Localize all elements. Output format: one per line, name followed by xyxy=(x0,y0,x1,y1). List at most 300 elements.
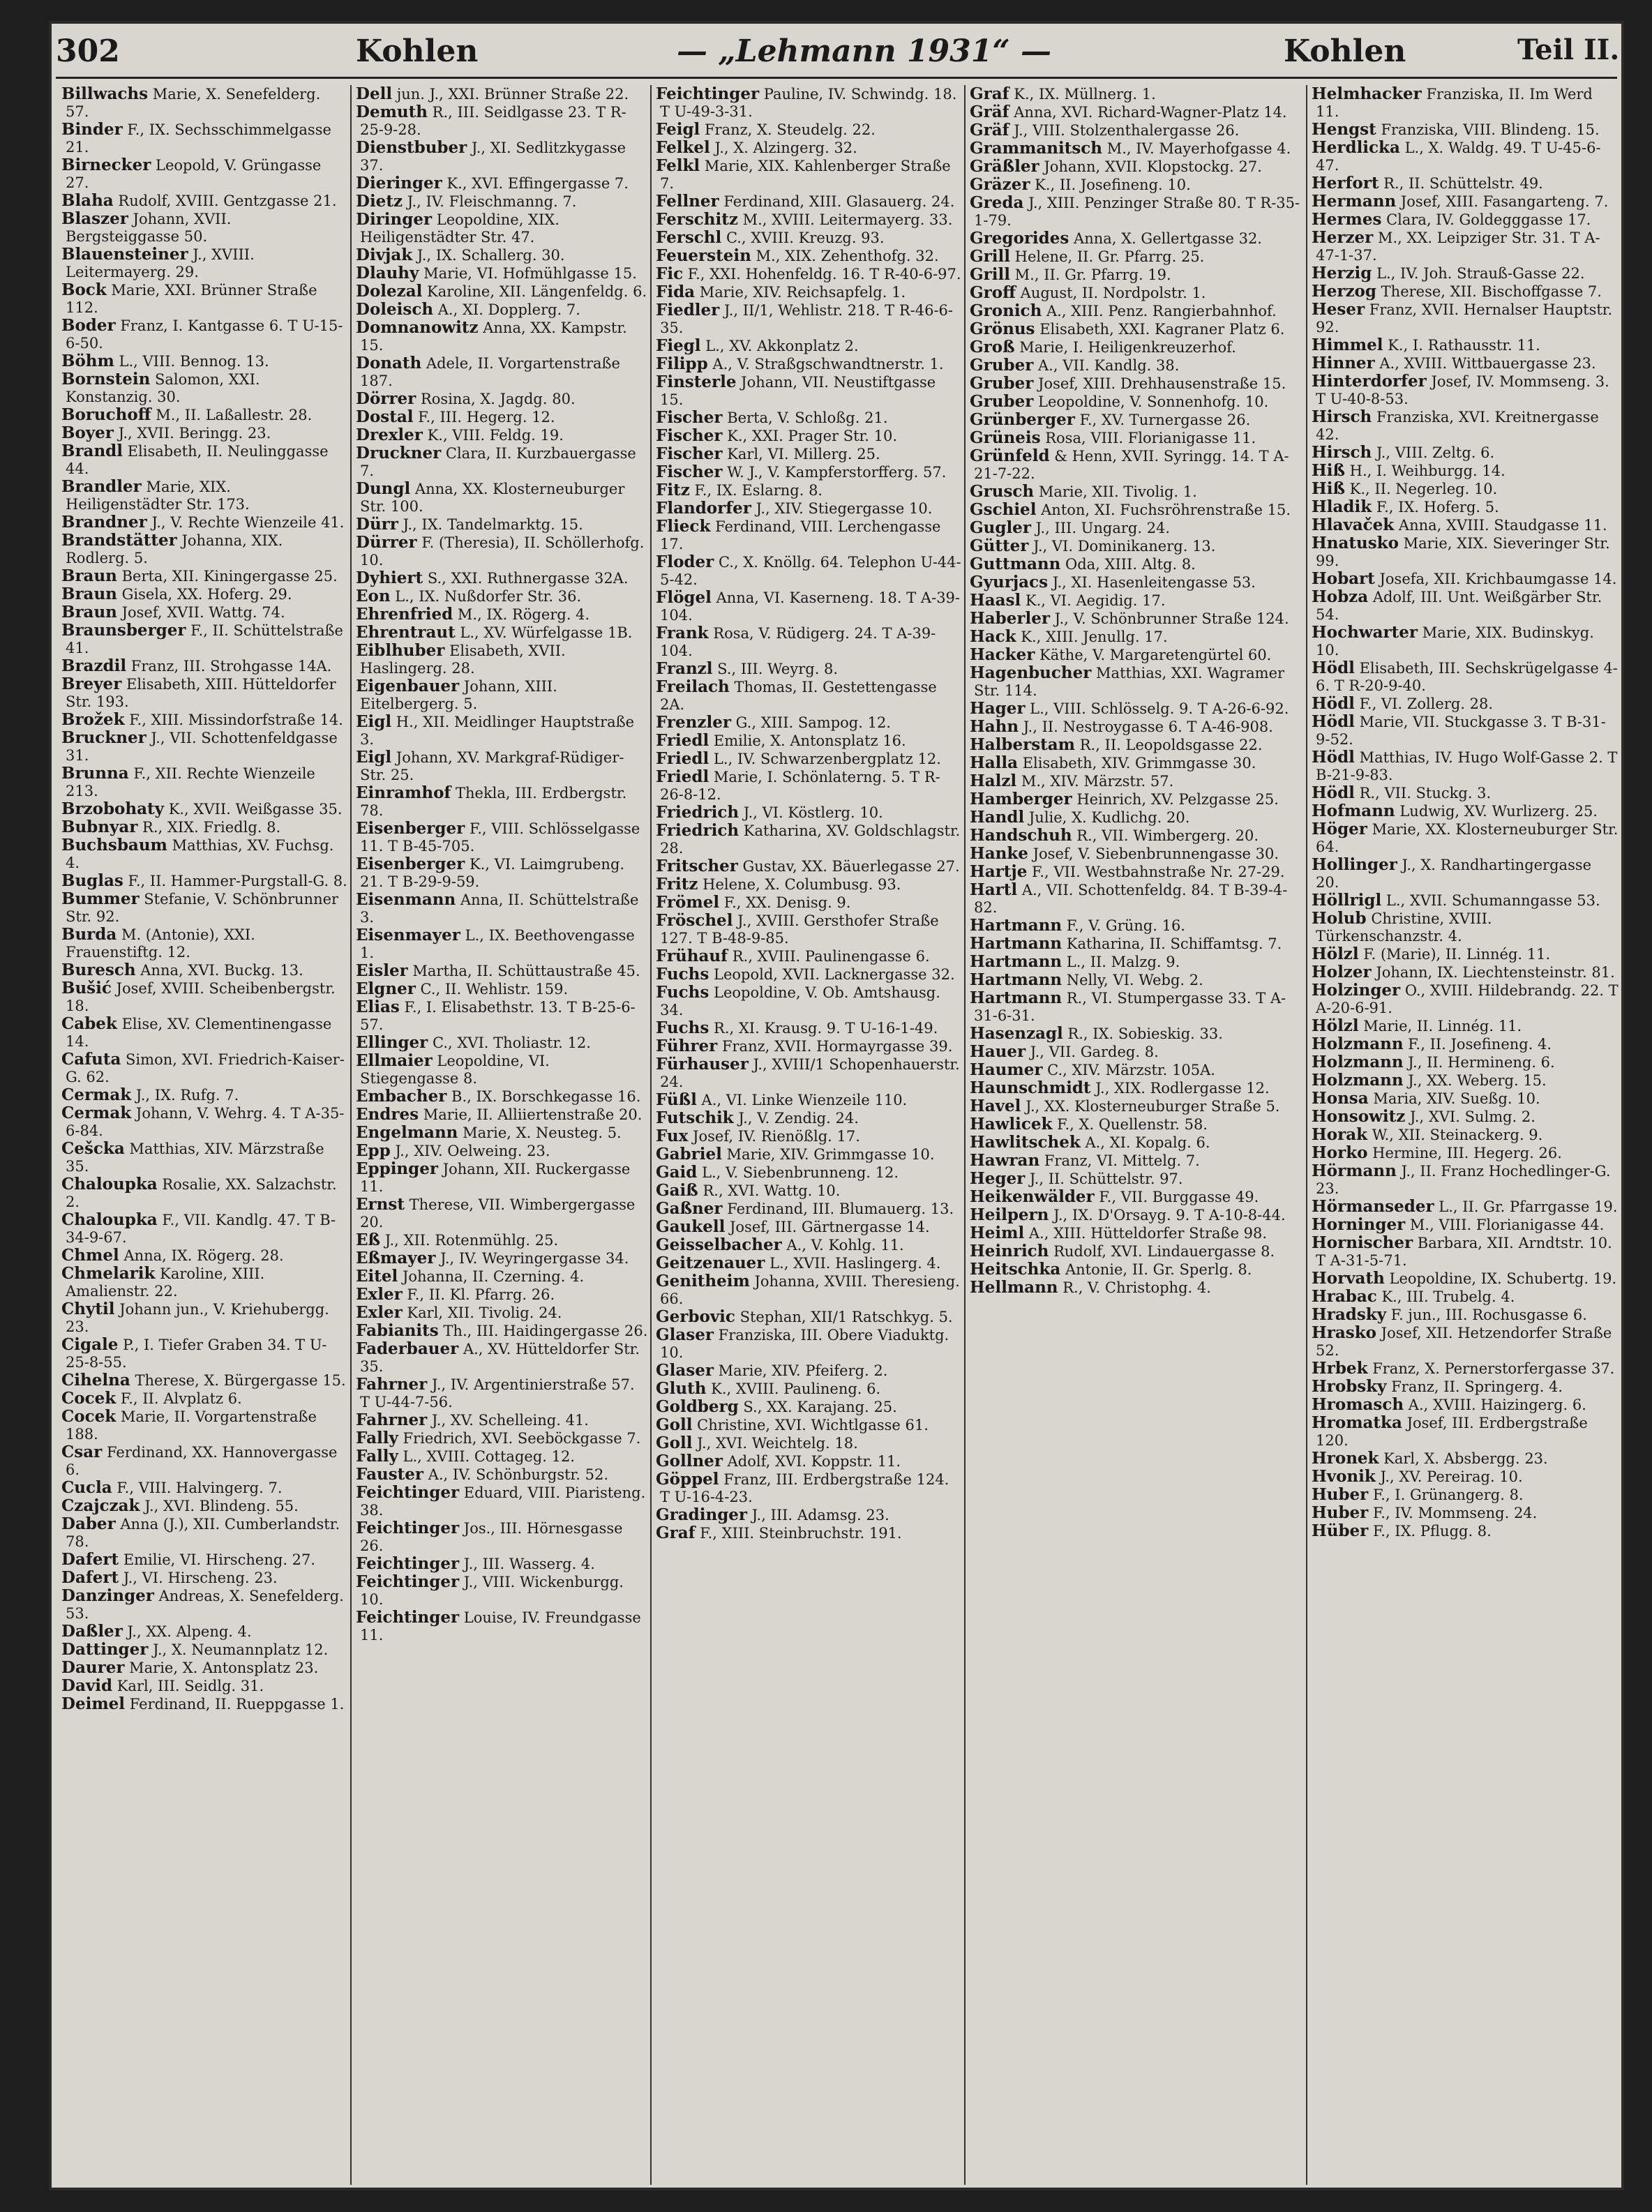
entry-details: Antonie, II. Gr. Sperlg. 8. xyxy=(1065,1261,1252,1278)
directory-entry xyxy=(354,1106,649,1124)
entry-details: Josef, XII. Hetzendorfer Straße 52. xyxy=(1316,1325,1612,1359)
directory-entry xyxy=(60,1300,347,1336)
entry-details: Franz, III. Erdbergstraße 124. T U-16-4-23. xyxy=(660,1471,949,1505)
entry-details: J., VII. Gardeg. 8. xyxy=(1030,1044,1159,1060)
entry-name: Hlavaček xyxy=(1312,516,1395,534)
entry-name: Fritz xyxy=(656,875,698,894)
directory-entry xyxy=(654,750,963,768)
entry-name: Exler xyxy=(356,1285,403,1304)
directory-entry xyxy=(968,917,1305,935)
directory-entry xyxy=(968,121,1305,140)
entry-name: Dafert xyxy=(61,1550,119,1569)
entry-name: Holub xyxy=(1312,909,1367,928)
entry-name: Cermak xyxy=(61,1085,132,1104)
entry-details: J., III. Wasserg. 4. xyxy=(463,1556,595,1572)
directory-entry xyxy=(654,139,963,157)
directory-entry xyxy=(654,965,963,984)
entry-details: F., VII. Kandlg. 47. T B-34-9-67. xyxy=(66,1212,336,1246)
entry-name: Goll xyxy=(656,1434,693,1452)
entry-name: Hawlitschek xyxy=(970,1133,1081,1152)
directory-entry xyxy=(968,158,1305,176)
directory-entry xyxy=(1310,945,1619,963)
directory-entry xyxy=(1310,408,1619,444)
entry-details: Anna, XX. Klosterneuburger Str. 100. xyxy=(360,481,625,515)
entry-details: F., XV. Turnergasse 26. xyxy=(1079,412,1251,428)
directory-entry xyxy=(968,935,1305,953)
directory-entry xyxy=(1310,1450,1619,1468)
entry-name: Cafuta xyxy=(61,1050,121,1069)
directory-entry xyxy=(354,820,649,855)
entry-details: Johann, XIII. Eitelbergerg. 5. xyxy=(360,678,557,712)
entry-name: Gruber xyxy=(970,392,1034,411)
entry-name: Geisselbacher xyxy=(656,1235,782,1254)
directory-entry xyxy=(60,1497,347,1515)
entry-details: F., VI. Zollerg. 28. xyxy=(1359,695,1494,712)
directory-entry xyxy=(354,642,649,677)
entry-name: Halberstam xyxy=(970,735,1076,754)
entry-name: Dell xyxy=(356,85,393,103)
entry-name: Halla xyxy=(970,753,1019,772)
entry-details: L., X. Waldg. 49. T U-45-6-47. xyxy=(1316,140,1601,174)
directory-entry xyxy=(60,1408,347,1443)
directory-entry xyxy=(968,718,1305,736)
entry-details: Karl, VI. Millerg. 25. xyxy=(727,446,880,462)
directory-entry xyxy=(1310,174,1619,193)
entry-details: J., VII. Schottenfeldgasse 31. xyxy=(66,730,338,764)
entry-name: Buchsbaum xyxy=(61,836,167,855)
entry-name: Grill xyxy=(970,247,1010,266)
entry-name: Haasl xyxy=(970,591,1021,610)
directory-entry xyxy=(654,427,963,445)
entry-name: Gregorides xyxy=(970,229,1069,248)
entry-name: Herzer xyxy=(1312,228,1374,247)
directory-entry xyxy=(968,266,1305,284)
entry-name: Hobart xyxy=(1312,569,1375,588)
entry-details: Josef, IV. Mommseng. 3. T U-40-8-53. xyxy=(1316,373,1609,407)
entry-details: M., XIV. Märzstr. 57. xyxy=(1021,773,1174,790)
entry-name: Gütter xyxy=(970,536,1029,555)
entry-details: J., II. Schüttelstr. 97. xyxy=(1029,1171,1183,1187)
directory-entry xyxy=(354,516,649,534)
directory-entry xyxy=(654,768,963,804)
entry-name: Flieck xyxy=(656,517,711,536)
directory-entry xyxy=(354,926,649,962)
entry-name: Goldberg xyxy=(656,1397,739,1416)
directory-entry xyxy=(1310,1468,1619,1486)
entry-name: Hronek xyxy=(1312,1449,1379,1468)
entry-name: Hödl xyxy=(1312,783,1355,802)
entry-name: Cocek xyxy=(61,1389,117,1408)
entry-name: Hrbek xyxy=(1312,1359,1368,1378)
entry-details: Matthias, XV. Fuchsg. 4. xyxy=(66,837,334,871)
entry-name: Eisenmann xyxy=(356,890,456,909)
entry-details: Marie, XXI. Brünner Straße 112. xyxy=(66,282,317,316)
directory-entry xyxy=(654,857,963,875)
entry-details: Marie, XIV. Pfeiferg. 2. xyxy=(718,1362,888,1379)
entry-name: Burda xyxy=(61,925,117,944)
entry-details: Marie, II. Vorgartenstraße 188. xyxy=(66,1408,317,1443)
entry-name: Eisler xyxy=(356,961,408,980)
entry-details: F., VII. Westbahnstraße Nr. 27-29. xyxy=(1032,864,1285,880)
entry-name: Grünberger xyxy=(970,410,1075,429)
entry-name: Friedl xyxy=(656,749,709,768)
directory-entry xyxy=(968,1061,1305,1079)
entry-details: J., III. Ungarg. 24. xyxy=(1035,520,1171,536)
directory-entry xyxy=(654,1470,963,1506)
entry-details: P., I. Tiefer Graben 34. T U-25-8-55. xyxy=(66,1337,327,1371)
directory-entry xyxy=(60,210,347,246)
directory-entry xyxy=(1310,1360,1619,1378)
directory-entry xyxy=(354,354,649,390)
entry-name: Chaloupka xyxy=(61,1175,158,1194)
entry-details: R., XVIII. Paulinengasse 6. xyxy=(732,948,930,965)
entry-details: Leopoldine, V. Sonnenhofg. 10. xyxy=(1038,393,1269,410)
entry-name: Chytil xyxy=(61,1300,115,1318)
directory-entry xyxy=(60,979,347,1015)
directory-entry xyxy=(968,664,1305,700)
directory-entry xyxy=(654,1398,963,1416)
directory-entry xyxy=(1310,1270,1619,1288)
entry-name: Hinterdorfer xyxy=(1312,372,1427,391)
entry-name: Dattinger xyxy=(61,1640,149,1659)
entry-name: Domnanowitz xyxy=(356,318,479,337)
entry-details: K., XIII. Jenullg. 17. xyxy=(1021,629,1168,645)
entry-details: L., II. Gr. Pfarrgasse 19. xyxy=(1439,1198,1618,1215)
entry-name: Höger xyxy=(1312,820,1367,838)
directory-entry xyxy=(968,1206,1305,1224)
entry-details: Anna, IX. Rögerg. 28. xyxy=(123,1247,284,1264)
directory-entry xyxy=(654,1380,963,1398)
entry-name: Eisenberger xyxy=(356,819,465,838)
entry-name: Cihelna xyxy=(61,1371,130,1390)
entry-name: Grammanitsch xyxy=(970,139,1102,158)
entry-name: Dieringer xyxy=(356,174,442,193)
entry-details: F., XX. Denisg. 9. xyxy=(723,894,851,911)
directory-entry xyxy=(354,390,649,408)
directory-entry xyxy=(354,444,649,480)
entry-name: Blaha xyxy=(61,191,114,210)
entry-details: Josefa, XII. Krichbaumgasse 14. xyxy=(1379,571,1617,587)
entry-name: Hartmann xyxy=(970,988,1062,1007)
entry-details: F., V. Grüng. 16. xyxy=(1066,917,1185,934)
directory-entry xyxy=(1310,1522,1619,1540)
entry-name: Ehrenfried xyxy=(356,605,453,624)
directory-entry xyxy=(654,355,963,373)
entry-details: K., XVII. Weißgasse 35. xyxy=(168,801,343,818)
entry-name: Blauensteiner xyxy=(61,245,188,264)
directory-entry xyxy=(354,1429,649,1447)
directory-entry xyxy=(1310,516,1619,534)
entry-details: A., XI. Dopplerg. 7. xyxy=(437,301,580,318)
directory-entry xyxy=(1310,462,1619,480)
entry-details: J., VIII. Wickenburgg. 10. xyxy=(360,1574,624,1608)
entry-name: Hawlicek xyxy=(970,1115,1053,1134)
directory-entry xyxy=(60,657,347,675)
entry-name: Flandorfer xyxy=(656,499,751,518)
entry-details: J., II. Franz Hochedlinger-G. 23. xyxy=(1316,1163,1611,1197)
directory-entry xyxy=(354,1034,649,1052)
entry-name: Bubnyar xyxy=(61,818,138,836)
entry-details: Elisabeth, XIV. Grimmgasse 30. xyxy=(1022,755,1256,772)
entry-name: Herzig xyxy=(1312,264,1372,283)
directory-entry xyxy=(654,732,963,750)
entry-details: Johann, XVII. Bergsteiggasse 50. xyxy=(66,211,232,245)
directory-entry xyxy=(60,603,347,622)
directory-entry xyxy=(60,800,347,818)
directory-entry xyxy=(354,1484,649,1519)
directory-entry xyxy=(60,818,347,836)
entry-name: Cešcka xyxy=(61,1139,125,1158)
entry-name: Hahn xyxy=(970,717,1019,736)
entry-name: Haumer xyxy=(970,1060,1043,1079)
entry-details: & Henn, XVII. Syringg. 14. T A-21-7-22. xyxy=(974,448,1289,482)
directory-entry xyxy=(354,624,649,642)
directory-entry xyxy=(354,713,649,748)
entry-details: Heinrich, XV. Pelzgasse 25. xyxy=(1076,791,1279,808)
directory-entry xyxy=(1310,1162,1619,1198)
entry-details: Elisabeth, III. Sechskrügelgasse 4-6. T R-20-9-40. xyxy=(1316,660,1618,694)
entry-name: Cocek xyxy=(61,1407,117,1426)
directory-entry xyxy=(354,1322,649,1340)
entry-name: Horninger xyxy=(1312,1215,1406,1234)
entry-name: Chmelarik xyxy=(61,1264,156,1283)
entry-details: K., XVI. Effingergasse 7. xyxy=(446,175,629,192)
directory-entry xyxy=(968,1279,1305,1297)
directory-entry xyxy=(654,1506,963,1524)
entry-details: Franz, XVII. Hormayrgasse 39. xyxy=(721,1038,953,1055)
directory-entry xyxy=(654,1055,963,1091)
entry-name: Bornstein xyxy=(61,370,151,389)
entry-details: Marie, II. Linnég. 11. xyxy=(1363,1018,1522,1034)
entry-name: Eisenberger xyxy=(356,855,465,873)
entry-name: Hödl xyxy=(1312,712,1355,731)
entry-name: Fally xyxy=(356,1447,398,1466)
part-label: Teil II. xyxy=(1517,33,1620,66)
entry-details: R., IX. Sobieskig. 33. xyxy=(1067,1025,1223,1042)
entry-details: Elisabeth, II. Neulinggasse 44. xyxy=(66,443,329,477)
directory-entry xyxy=(968,573,1305,592)
entry-details: R., XIX. Friedlg. 8. xyxy=(142,819,281,836)
directory-entry xyxy=(60,1677,347,1695)
entry-name: Daurer xyxy=(61,1658,125,1677)
directory-entry xyxy=(1310,139,1619,174)
entry-details: F., II. Schüttelstraße 41. xyxy=(66,622,343,656)
entry-name: Hvonik xyxy=(1312,1467,1376,1486)
directory-entry xyxy=(354,1376,649,1411)
directory-entry xyxy=(968,754,1305,772)
entry-details: Martha, II. Schüttaustraße 45. xyxy=(412,963,640,979)
entry-name: Fiegl xyxy=(656,336,701,355)
directory-entry xyxy=(654,804,963,822)
entry-details: Marie, XIX. Budinskyg. 10. xyxy=(1316,624,1594,659)
entry-details: Matthias, XIV. Märzstraße 35. xyxy=(66,1141,324,1175)
entry-name: Feichtinger xyxy=(356,1572,460,1591)
entry-details: Marie, X. Antonsplatz 23. xyxy=(129,1660,319,1676)
entry-details: K., III. Trubelg. 4. xyxy=(1381,1288,1515,1305)
directory-entry xyxy=(1310,1035,1619,1053)
directory-entry xyxy=(654,337,963,355)
entry-name: Horvath xyxy=(1312,1269,1385,1288)
entry-details: J., VI. Köstlerg. 10. xyxy=(743,804,883,821)
entry-details: R., XVI. Wattg. 10. xyxy=(703,1182,841,1199)
directory-entry xyxy=(60,585,347,603)
entry-details: August, II. Nordpolstr. 1. xyxy=(1020,285,1206,301)
directory-entry xyxy=(354,980,649,998)
entry-details: Marie, X. Neusteg. 5. xyxy=(463,1124,622,1141)
directory-entry xyxy=(1310,336,1619,354)
entry-details: Barbara, XII. Arndtstr. 10. T A-31-5-71. xyxy=(1316,1235,1612,1269)
entry-name: Fally xyxy=(356,1429,398,1447)
entry-name: Heser xyxy=(1312,300,1365,319)
entry-details: Franziska, III. Obere Viaduktg. 10. xyxy=(660,1327,949,1361)
entry-name: Hromasch xyxy=(1312,1395,1404,1414)
entry-name: Boder xyxy=(61,316,116,335)
directory-entry xyxy=(1310,373,1619,408)
entry-name: Ferschitz xyxy=(656,210,738,229)
directory-entry xyxy=(60,406,347,424)
directory-entry xyxy=(654,409,963,427)
entry-name: Handschuh xyxy=(970,826,1072,845)
entry-details: Katharina, XV. Goldschlagstr. 28. xyxy=(660,822,961,857)
directory-entry xyxy=(654,894,963,912)
entry-details: Nelly, VI. Webg. 2. xyxy=(1066,972,1203,988)
directory-entry xyxy=(1310,1126,1619,1144)
entry-details: Marie, XII. Tivolig. 1. xyxy=(1038,483,1197,500)
directory-entry xyxy=(60,478,347,513)
entry-name: Dürrer xyxy=(356,533,417,552)
entry-details: C., X. Knöllg. 64. Telephon U-44-5-42. xyxy=(660,554,961,588)
entry-details: W. J., V. Kampferstorfferg. 57. xyxy=(727,464,947,481)
entry-name: Dienstbuber xyxy=(356,138,467,157)
directory-entry xyxy=(60,1140,347,1175)
directory-entry xyxy=(1310,784,1619,802)
directory-entry xyxy=(1310,193,1619,211)
entry-name: Helmhacker xyxy=(1312,85,1422,103)
directory-entry xyxy=(60,370,347,406)
entry-details: J., XVIII. Leitermayerg. 29. xyxy=(66,246,255,280)
entry-details: F., II. Alvplatz 6. xyxy=(120,1390,242,1407)
directory-entry xyxy=(354,1519,649,1555)
entry-details: K., VI. Laimgrubeng. 21. T B-29-9-59. xyxy=(360,856,625,890)
entry-details: F., XII. Rechte Wienzeile 213. xyxy=(66,765,315,799)
entry-name: Hartl xyxy=(970,880,1018,899)
directory-entry xyxy=(1310,624,1619,659)
entry-name: Eitel xyxy=(356,1267,398,1286)
entry-name: Brožek xyxy=(61,710,125,729)
entry-name: Fahrner xyxy=(356,1375,428,1394)
directory-entry xyxy=(1310,283,1619,301)
directory-entry xyxy=(60,1641,347,1659)
entry-name: Brunna xyxy=(61,764,129,783)
entry-details: Pauline, IV. Schwindg. 18. T U-49-3-31. xyxy=(660,86,957,120)
entry-details: Anna, XX. Kampstr. 15. xyxy=(360,319,627,354)
directory-entry xyxy=(1310,444,1619,462)
directory-entry xyxy=(60,729,347,765)
entry-name: Ferschl xyxy=(656,228,722,247)
entry-details: J., III. Adamsg. 23. xyxy=(751,1507,889,1523)
directory-entry xyxy=(1310,1017,1619,1035)
entry-name: Hiß xyxy=(1312,461,1345,480)
directory-entry xyxy=(354,139,649,174)
entry-details: Franz, X. Pernerstorfergasse 37. xyxy=(1372,1360,1615,1377)
entry-details: Marie, XIV. Reichsapfelg. 1. xyxy=(699,284,906,301)
directory-entry xyxy=(654,247,963,265)
entry-name: Horak xyxy=(1312,1125,1368,1144)
entry-details: Marie, XX. Klosterneuburger Str. 64. xyxy=(1316,821,1619,855)
directory-entry xyxy=(968,248,1305,266)
directory-entry xyxy=(654,1109,963,1127)
directory-entry xyxy=(1310,1288,1619,1306)
entry-details: Johann, IX. Liechtensteinstr. 81. xyxy=(1376,964,1615,981)
directory-entry xyxy=(354,1340,649,1376)
entry-name: Hellmann xyxy=(970,1278,1058,1297)
entry-name: Doleisch xyxy=(356,300,434,319)
directory-entry xyxy=(354,962,649,980)
entry-details: Josef, XVIII. Scheibenbergstr. 18. xyxy=(66,980,336,1014)
entry-name: Filipp xyxy=(656,354,708,373)
directory-entry xyxy=(60,872,347,890)
entry-name: Herdlicka xyxy=(1312,138,1400,157)
directory-entry xyxy=(968,194,1305,230)
entry-name: Felkel xyxy=(656,138,710,157)
directory-entry xyxy=(968,356,1305,375)
entry-details: Franziska, XVI. Kreitnergasse 42. xyxy=(1316,409,1599,443)
entry-details: L., VIII. Bennog. 13. xyxy=(119,353,269,370)
directory-entry xyxy=(654,499,963,518)
entry-details: J., VI. Hirscheng. 23. xyxy=(123,1570,278,1586)
directory-entry xyxy=(968,592,1305,610)
directory-column xyxy=(650,85,966,2185)
entry-name: Hochwarter xyxy=(1312,623,1418,642)
directory-entry xyxy=(968,646,1305,664)
entry-name: Embacher xyxy=(356,1087,447,1106)
entry-details: H., XII. Meidlinger Hauptstraße 3. xyxy=(360,714,635,748)
page-number: 302 xyxy=(56,33,120,69)
directory-entry xyxy=(354,1411,649,1429)
directory-entry xyxy=(968,628,1305,646)
entry-name: Frühauf xyxy=(656,947,728,965)
directory-entry xyxy=(968,1115,1305,1134)
entry-details: Anna, VI. Kaserneng. 18. T A-39-104. xyxy=(660,589,961,624)
directory-entry xyxy=(1310,480,1619,498)
directory-entry xyxy=(654,1326,963,1362)
entry-name: Exler xyxy=(356,1303,403,1322)
directory-entry xyxy=(654,714,963,732)
entry-name: Handl xyxy=(970,808,1025,827)
directory-entry xyxy=(968,140,1305,158)
entry-name: Dungl xyxy=(356,479,411,498)
entry-name: Hrabac xyxy=(1312,1287,1377,1306)
entry-name: Hasenzagl xyxy=(970,1024,1063,1043)
entry-details: Franz, XVII. Hernalser Hauptstr. 92. xyxy=(1316,301,1613,336)
entry-details: J., XVI. Sulmg. 2. xyxy=(1410,1108,1535,1125)
directory-entry xyxy=(60,1569,347,1587)
entry-name: Halzl xyxy=(970,772,1017,790)
publication-title: — „Lehmann 1931“ — xyxy=(677,33,1052,69)
entry-name: Hüber xyxy=(1312,1521,1369,1540)
entry-details: Gisela, XX. Hoferg. 29. xyxy=(121,586,292,603)
entry-details: Louise, IV. Freundgasse 11. xyxy=(360,1609,641,1643)
entry-details: J., IX. Rufg. 7. xyxy=(135,1087,239,1104)
entry-details: Josef, XVII. Wattg. 74. xyxy=(121,604,285,621)
entry-details: Elisabeth, XIII. Hütteldorfer Str. 193. xyxy=(66,676,336,710)
entry-details: F., XXI. Hohenfeldg. 16. T R-40-6-97. xyxy=(687,266,961,283)
entry-details: Leopoldine, VI. Stiegengasse 8. xyxy=(360,1053,550,1087)
entry-name: Hradsky xyxy=(1312,1305,1387,1324)
entry-details: Matthias, XXI. Wagramer Str. 114. xyxy=(974,665,1285,699)
directory-entry xyxy=(968,555,1305,573)
directory-entry xyxy=(968,1224,1305,1242)
